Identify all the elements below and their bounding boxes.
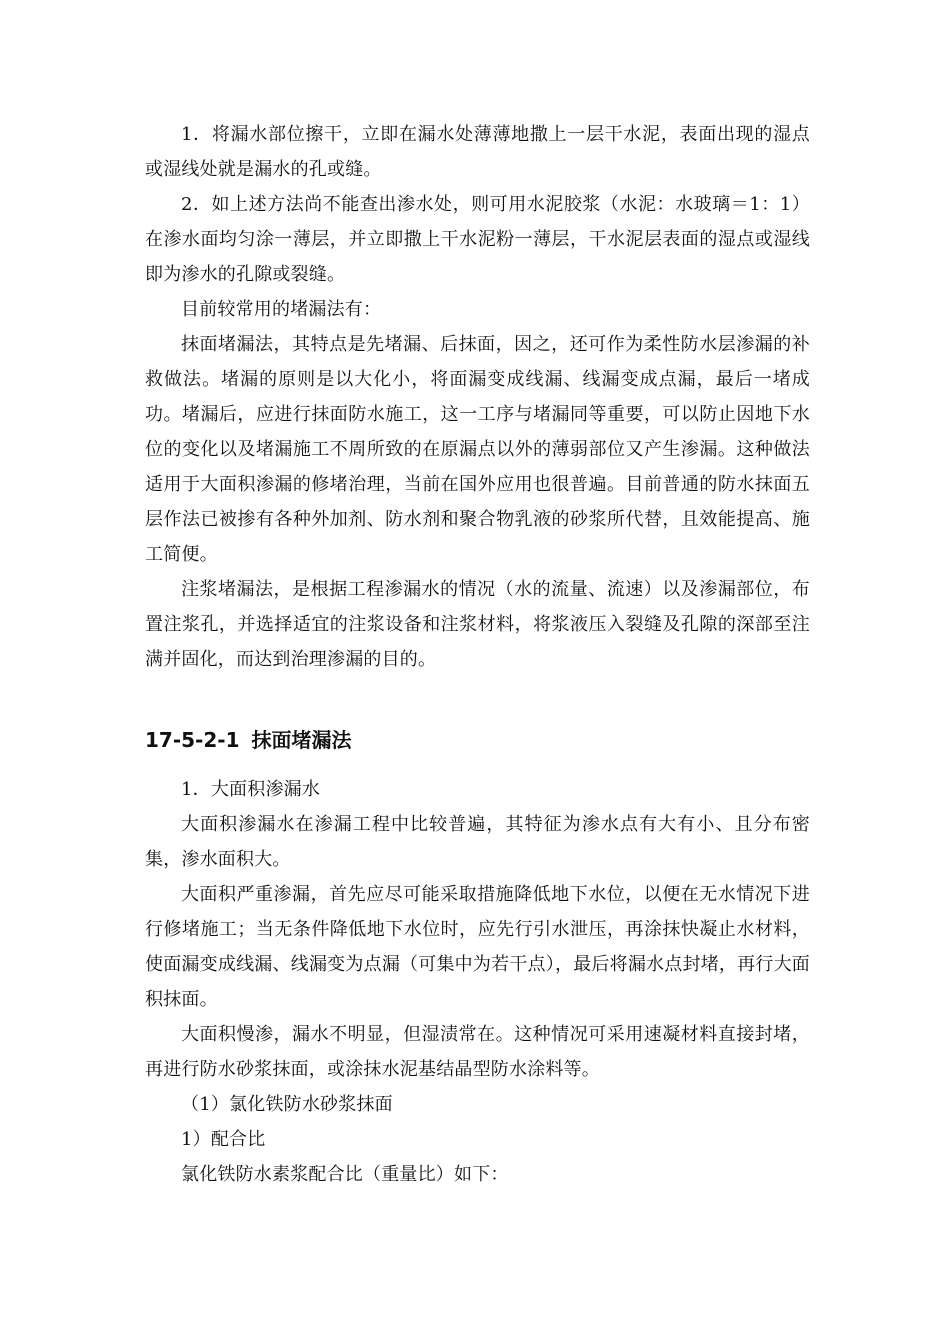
intro-text <box>145 117 810 677</box>
paragraph-locate-leak-step-2: 2．如上述方法尚不能查出渗水处，则可用水泥胶浆（水泥：水玻璃＝1：1）在渗水面均匀涂一薄层，并立即撒上干水泥粉一薄层，干水泥层表面的湿点或湿线即为渗水的孔隙或裂缝。 <box>145 194 810 285</box>
paragraph-grouting-method: 注浆堵漏法，是根据工程渗漏水的情况（水的流量、流速）以及渗漏部位，布置注浆孔，并选择适宜的注浆设备和注浆材料，将浆液压入裂缝及孔隙的深部至注满并固化，而达到治理渗漏的目的。 <box>145 579 810 670</box>
paragraph-locate-leak-step-1: 1．将漏水部位擦干，立即在漏水处薄薄地撒上一层干水泥，表面出现的湿点或湿线处就是漏水的孔或缝。 <box>145 124 810 180</box>
subheading-ferric-chloride-mortar: （1）氯化铁防水砂浆抹面 <box>181 1094 393 1115</box>
section-heading <box>145 722 351 758</box>
paragraph-common-methods: 目前较常用的堵漏法有： <box>181 299 382 320</box>
subheading-large-area-seepage: 1．大面积渗漏水 <box>181 779 321 800</box>
paragraph-large-area-characteristics: 大面积渗漏水在渗漏工程中比较普遍，其特征为渗水点有大有小、且分布密集，渗水面积大。 <box>145 814 810 870</box>
paragraph-plaster-method: 抹面堵漏法，其特点是先堵漏、后抹面，因之，还可作为柔性防水层渗漏的补救做法。堵漏的原则是以大化小，将面漏变成线漏、线漏变成点漏，最后一堵成功。堵漏后，应进行抹面防水施工，这一工序与堵漏同等重要，可以防止因地下水位的变化以及堵漏施工不周所致的在原漏点以外的薄弱部位又产生渗漏。这种做法适用于大面积渗漏的修堵治理，当前在国外应用也很普遍。目前普通的防水抹面五层作法已被掺有各种外加剂、防水剂和聚合物乳液的砂浆所代替，且效能提高、施工简便。 <box>145 334 810 565</box>
paragraph-severe-leakage: 大面积严重渗漏，首先应尽可能采取措施降低地下水位，以便在无水情况下进行修堵施工；当无条件降低地下水位时，应先行引水泄压，再涂抹快凝止水材料，使面漏变成线漏、线漏变为点漏（可集中为若干点），最后将漏水点封堵，再行大面积抹面。 <box>145 884 810 1010</box>
paragraph-mix-ratio-intro: 氯化铁防水素浆配合比（重量比）如下： <box>181 1164 509 1185</box>
section-number: 17-5-2-1 <box>145 728 240 752</box>
subheading-mix-ratio: 1）配合比 <box>181 1129 266 1150</box>
section-text <box>145 772 810 1192</box>
section-title: 抹面堵漏法 <box>251 728 352 752</box>
paragraph-slow-seepage: 大面积慢渗，漏水不明显，但湿渍常在。这种情况可采用速凝材料直接封堵，再进行防水砂浆抹面，或涂抹水泥基结晶型防水涂料等。 <box>145 1024 810 1080</box>
